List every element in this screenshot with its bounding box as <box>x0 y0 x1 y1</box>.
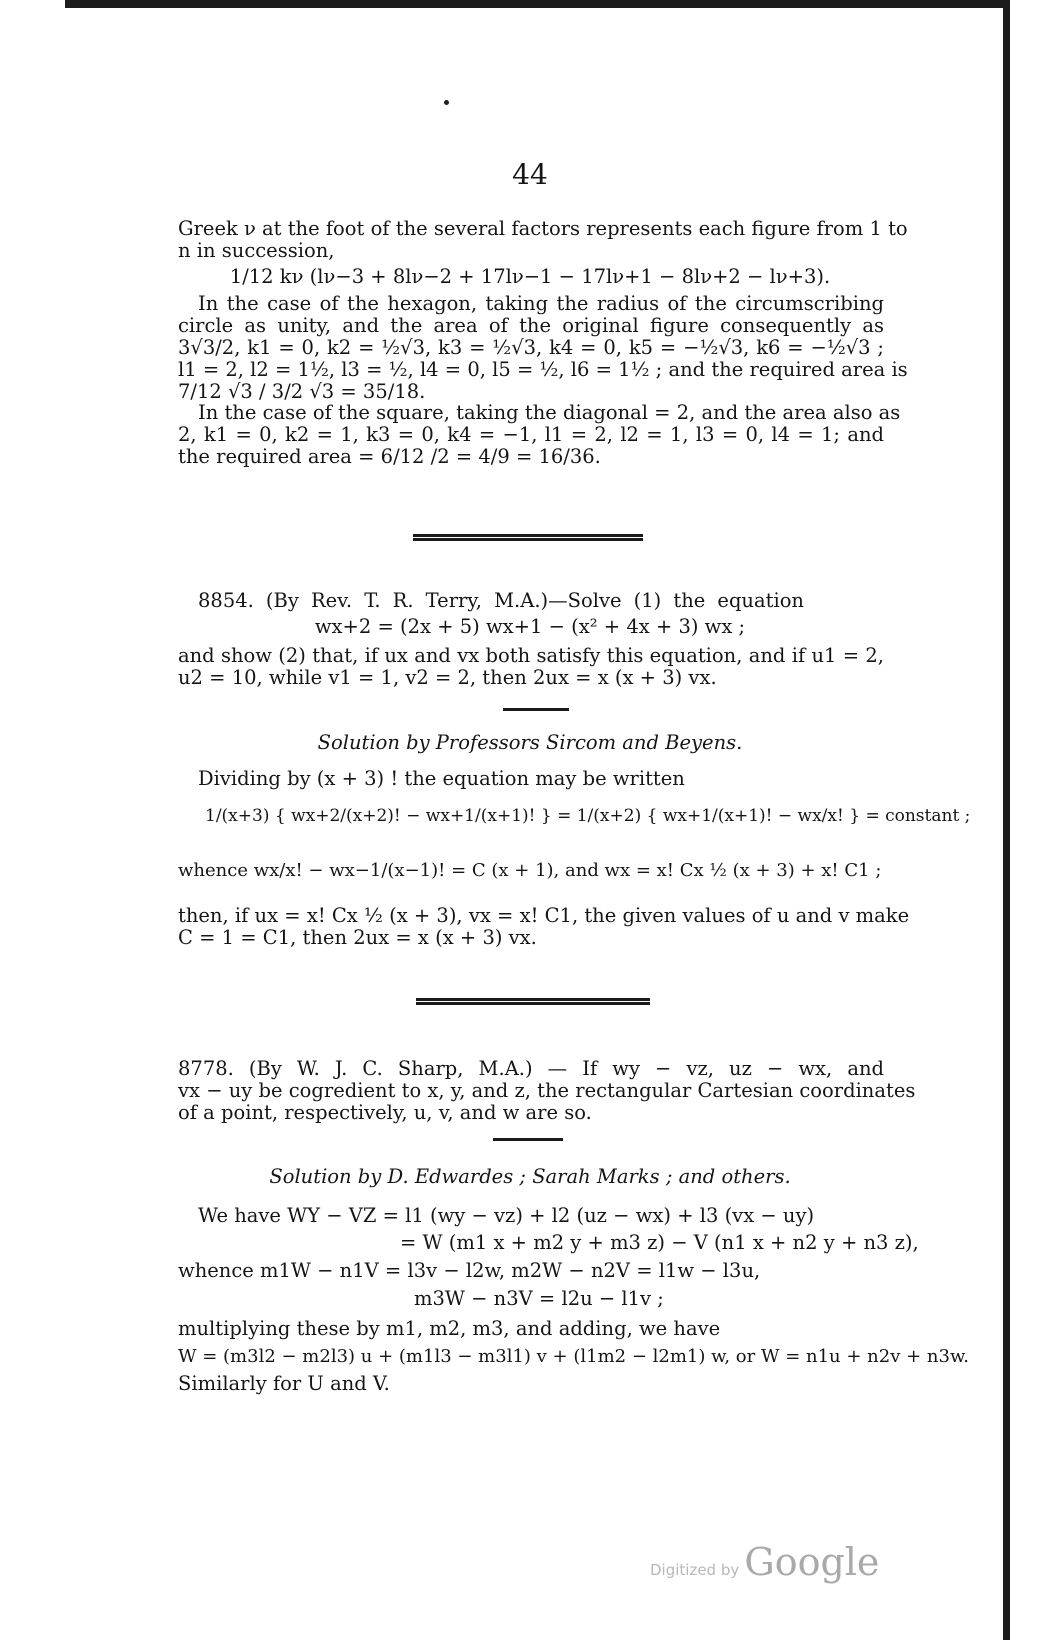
text-line: C = 1 = C1, then 2ux = x (x + 3) vx. <box>178 926 537 949</box>
text-line: In the case of the square, taking the diagonal = 2, and the area also as <box>198 401 901 424</box>
section-divider-double <box>413 534 643 541</box>
formula-line: 1/12 kν (lν−3 + 8lν−2 + 17lν−1 − 17lν+1 − 8lν+2 − lν+3). <box>229 265 831 288</box>
text-line: vx − uy be cogredient to x, y, and z, the rectangular Cartesian coordinates <box>178 1079 916 1102</box>
text-line: circle as unity, and the area of the original figure consequently as <box>178 314 884 337</box>
right-border-rule <box>1003 0 1010 1640</box>
text-line: 2, k1 = 0, k2 = 1, k3 = 0, k4 = −1, l1 = 2, l2 = 1, l3 = 0, l4 = 1; and <box>178 423 884 446</box>
top-border-rule <box>65 0 1010 8</box>
formula-line: whence wx/x! − wx−1/(x−1)! = C (x + 1), and wx = x! Cx ½ (x + 3) + x! C1 ; <box>178 860 882 881</box>
page-speck <box>444 100 449 105</box>
text-line: and show (2) that, if ux and vx both satisfy this equation, and if u1 = 2, <box>178 644 884 667</box>
solution-heading: Solution by Professors Sircom and Beyens. <box>317 731 743 754</box>
digitized-watermark <box>650 1540 879 1584</box>
text-line: then, if ux = x! Cx ½ (x + 3), vx = x! C1, the given values of u and v make <box>178 904 910 927</box>
formula-line: m3W − n3V = l2u − l1v ; <box>414 1287 664 1310</box>
formula-line: 1/(x+3) { wx+2/(x+2)! − wx+1/(x+1)! } = 1/(x+2) { wx+1/(x+1)! − wx/x! } = constant ; <box>205 806 971 826</box>
problem-header-8778: 8778. (By W. J. C. Sharp, M.A.) — If wy − vz, uz − wx, and <box>178 1057 884 1080</box>
text-line: the required area = 6/12 /2 = 4/9 = 16/36. <box>178 445 601 468</box>
text-line: Greek ν at the foot of the several factors represents each figure from 1 to <box>178 217 908 240</box>
text-line: of a point, respectively, u, v, and w are so. <box>178 1101 592 1124</box>
solution-heading: Solution by D. Edwardes ; Sarah Marks ; and others. <box>269 1165 791 1188</box>
text-line: l1 = 2, l2 = 1½, l3 = ½, l4 = 0, l5 = ½, l6 = 1½ ; and the required area is <box>178 358 908 381</box>
formula-line: W = (m3l2 − m2l3) u + (m1l3 − m3l1) v + (l1m2 − l2m1) w, or W = n1u + n2v + n3w. <box>178 1346 969 1367</box>
text-line: In the case of the hexagon, taking the radius of the circumscribing <box>198 292 884 315</box>
page-number: 44 <box>512 158 548 191</box>
formula-line: = W (m1 x + m2 y + m3 z) − V (n1 x + n2 y + n3 z), <box>400 1231 919 1254</box>
formula-line: We have WY − VZ = l1 (wy − vz) + l2 (uz − wx) + l3 (vx − uy) <box>198 1204 815 1227</box>
section-divider-double <box>416 998 650 1005</box>
google-logo: Google <box>744 1540 880 1584</box>
text-line: n in succession, <box>178 239 335 262</box>
watermark-prefix: Digitized by <box>650 1561 740 1579</box>
short-divider <box>493 1138 563 1141</box>
short-divider <box>503 708 569 711</box>
text-line: Similarly for U and V. <box>178 1372 390 1395</box>
problem-header-8854: 8854. (By Rev. T. R. Terry, M.A.)—Solve (1) the equation <box>198 589 804 612</box>
text-line: 3√3/2, k1 = 0, k2 = ½√3, k3 = ½√3, k4 = 0, k5 = −½√3, k6 = −½√3 ; <box>178 336 884 359</box>
text-line: u2 = 10, while v1 = 1, v2 = 2, then 2ux = x (x + 3) vx. <box>178 666 717 689</box>
text-line: Dividing by (x + 3) ! the equation may be written <box>198 767 685 790</box>
text-line: multiplying these by m1, m2, m3, and adding, we have <box>178 1317 721 1340</box>
formula-line: wx+2 = (2x + 5) wx+1 − (x² + 4x + 3) wx ; <box>314 615 746 638</box>
formula-line: whence m1W − n1V = l3v − l2w, m2W − n2V = l1w − l3u, <box>178 1259 761 1282</box>
text-line: 7/12 √3 / 3/2 √3 = 35/18. <box>178 380 426 403</box>
